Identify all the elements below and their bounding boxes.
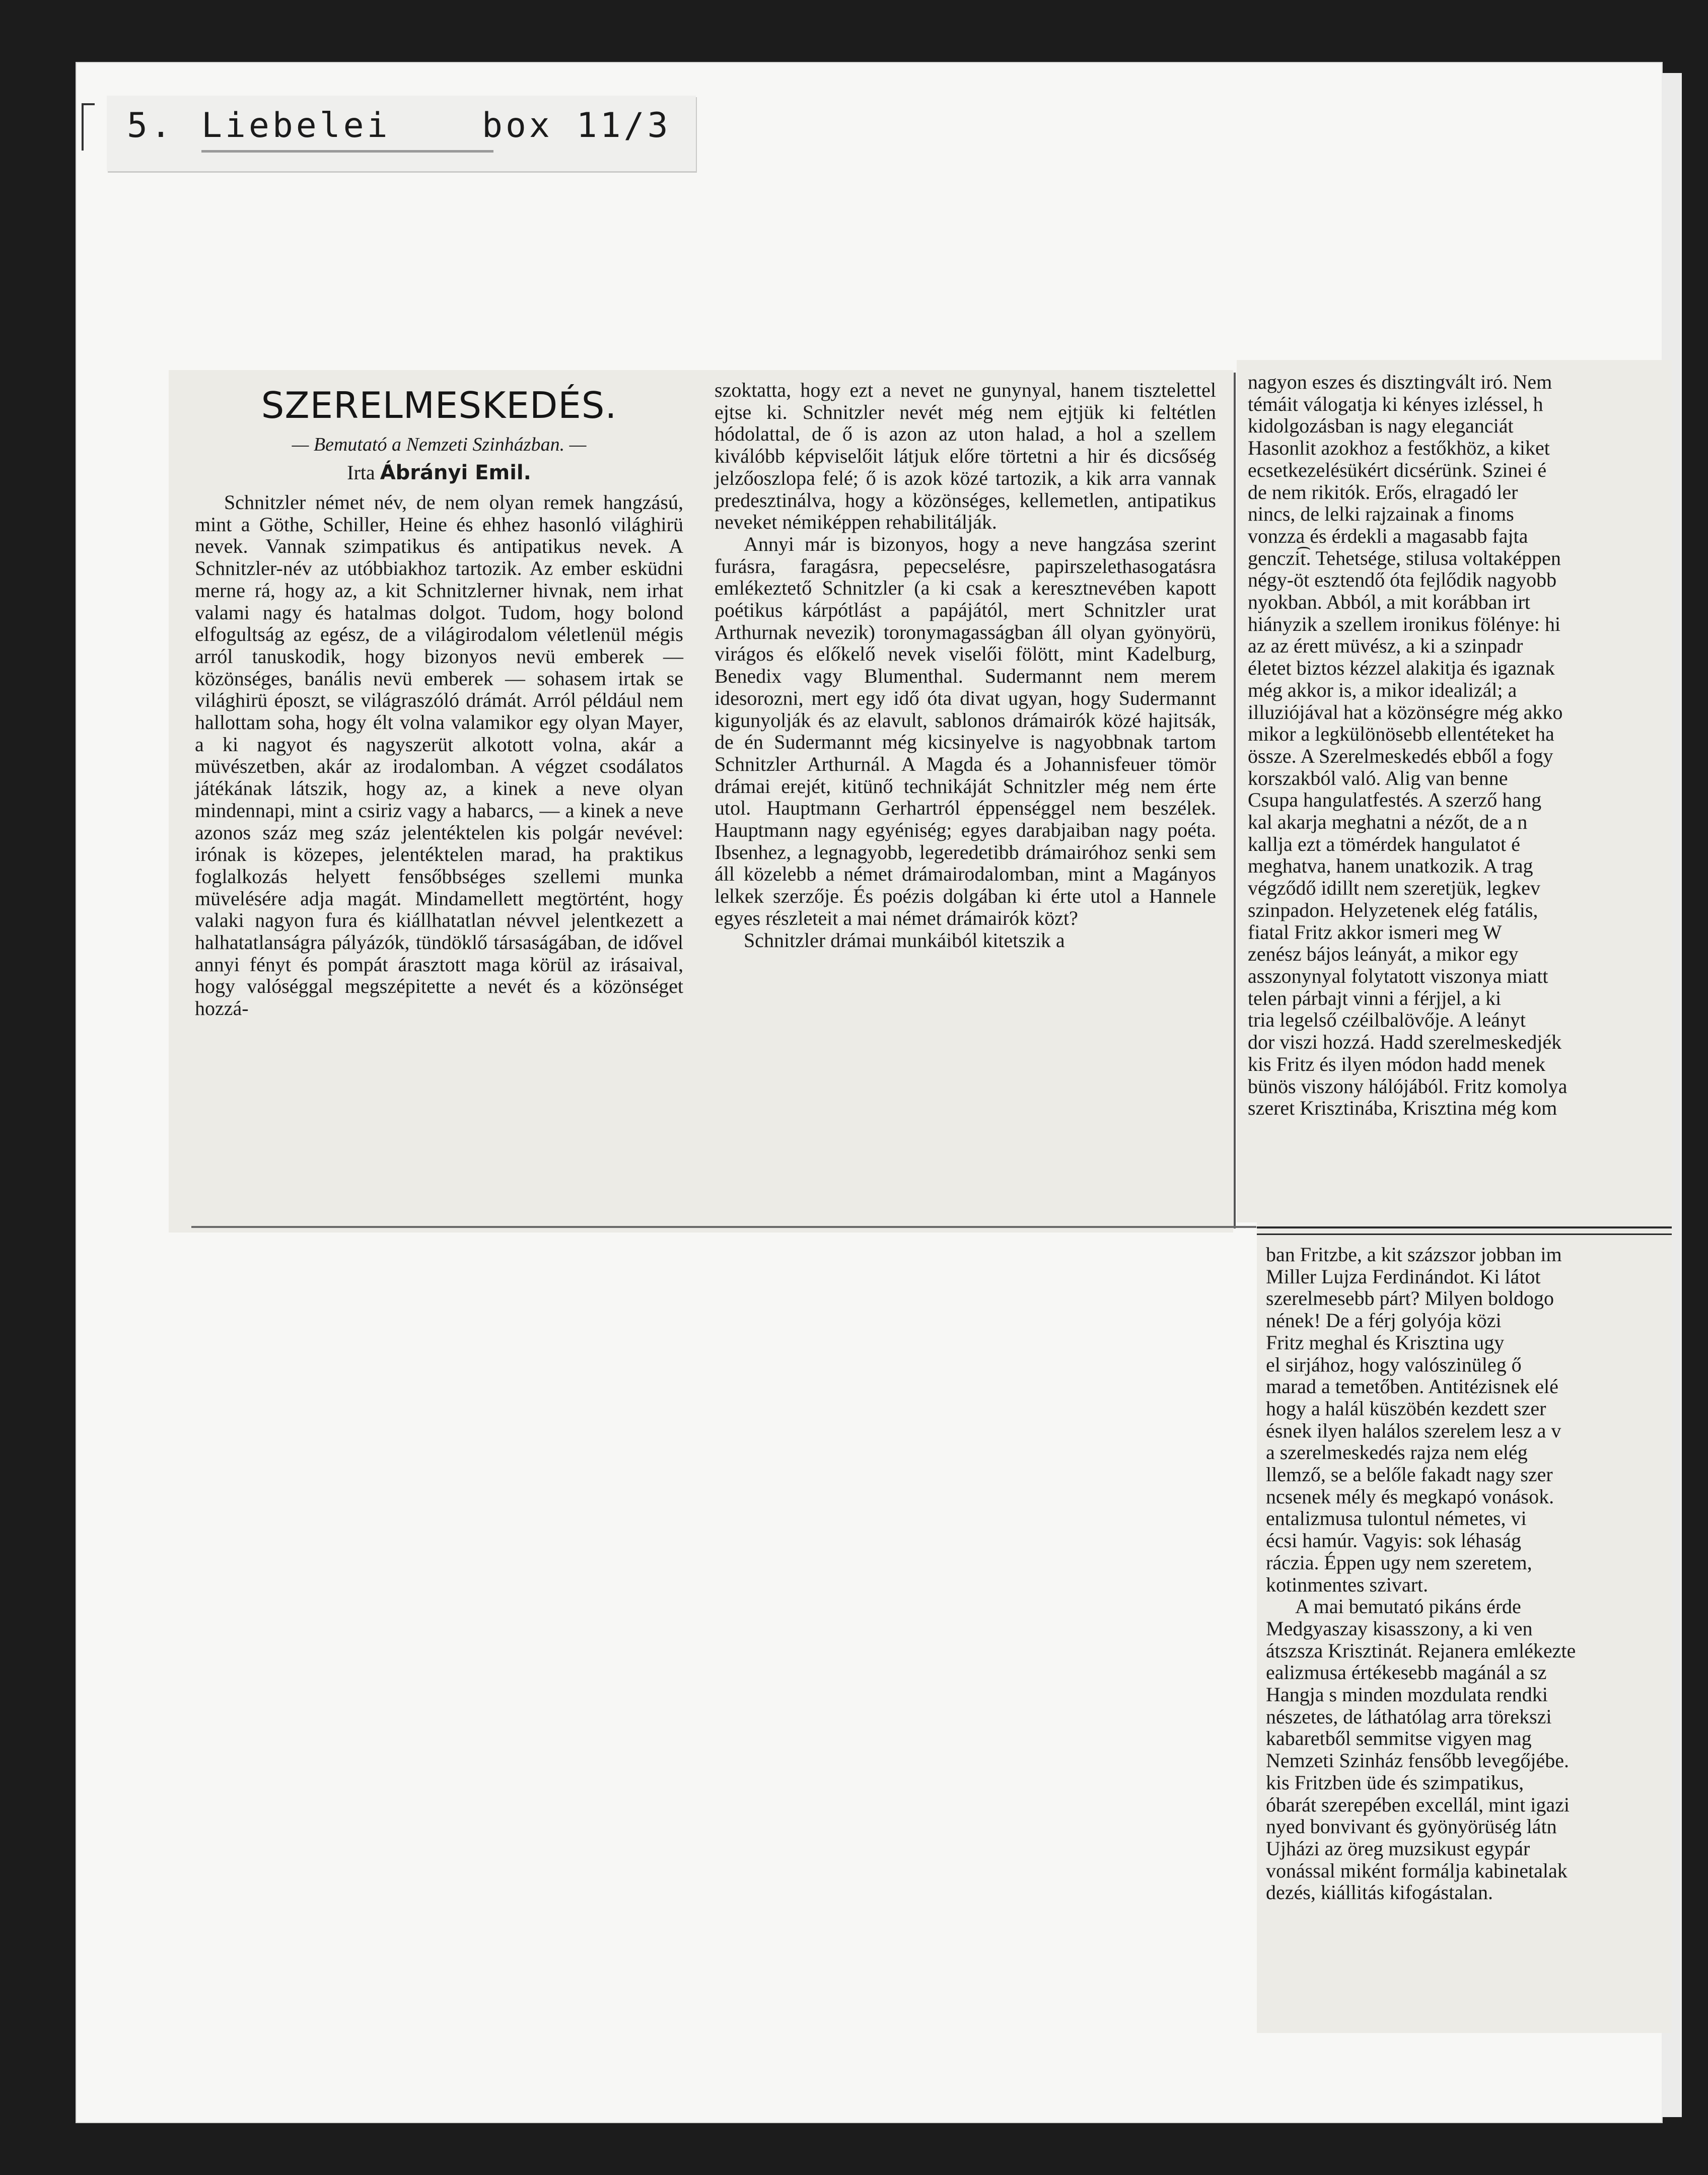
text-line: kotinmentes szivart.	[1266, 1573, 1429, 1596]
label-title: Liebelei	[201, 106, 391, 146]
text-line: llemző, se a belőle fakadt nagy szer	[1266, 1463, 1553, 1486]
text-line: A mai bemutató pikáns érde	[1295, 1595, 1521, 1618]
text-line: végződő idillt nem szeretjük, legkev	[1248, 877, 1540, 900]
text-line: écsi hamúr. Vagyis: sok léhaság	[1266, 1529, 1521, 1552]
text-line: átszsza Krisztinát. Rejanera emlékezte	[1266, 1639, 1576, 1662]
article-column-2	[703, 370, 1233, 1232]
article-headline: SZERELMESKEDÉS.	[261, 384, 617, 426]
text-line: szerelmesebb párt? Milyen boldogo	[1266, 1287, 1554, 1310]
text-line: mikor a legkülönösebb ellentéteket ha	[1248, 722, 1554, 746]
text-line: hiányzik a szellem ironikus fölénye: hi	[1248, 612, 1560, 635]
text-line: zenész bájos leányát, a mikor egy	[1248, 942, 1519, 966]
text-line: kal akarja meghatni a nézőt, de a n	[1248, 811, 1528, 834]
text-line: négy-öt esztendő óta fejlődik nagyobb	[1248, 568, 1557, 592]
text-line: tria legelső czéilbalövője. A leányt	[1248, 1008, 1526, 1032]
column-4-top-rule	[1257, 1226, 1672, 1235]
label-box: box 11/3	[482, 106, 671, 146]
text-line: dezés, kiállitás kifogástalan.	[1266, 1881, 1493, 1904]
column-2-paragraph-1: szoktatta, hogy ezt a nevet ne gunynyal, hanem tisztelettel ejtse ki. Schnitzler nevét még nem ejtjük ki feltétlen hódolattal, de ő is azon az uton halad, a hol a szellem kiválóbb képviselőit látjuk előre törtetni a hir és dicsőség jelzőoszlopa felé; ő is azok közé tartozik, a kik arra vannak predesztinálva, hogy a közönséges, kellemetlen, antipatikus neveket némiképpen rehabilitálják.	[715, 379, 1216, 534]
column-rule	[1234, 373, 1236, 1228]
article-subtitle: — Bemutató a Nemzeti Szinházban. —	[292, 434, 587, 455]
byline-author: Ábrányi Emil.	[380, 461, 531, 484]
text-line: de nem rikitók. Erős, elragadó ler	[1248, 480, 1518, 503]
text-line: ban Fritzbe, a kit százszor jobban im	[1266, 1243, 1562, 1266]
folder-label	[107, 96, 696, 171]
text-line: Csupa hangulatfestés. A szerző hang	[1248, 788, 1542, 812]
text-line: el sirjához, hogy valószinüleg ő	[1266, 1353, 1522, 1376]
column-2-paragraph-2: Annyi már is bizonyos, hogy a neve hangzása szerint furásra, faragásra, pepecselésre, papirszelethasogatásra emlékeztető Schnitzler (a ki csak a keresztnevében kapott poétikus kárpótlást a papájától, mert Schnitzler urat Arthurnak nevezik) toronymagasságban áll olyan gyönyörü, virágos és előkelő nevek viselői fölött, mint Kadelburg, Benedix vagy Blumenthal. Sudermannt nem merem idesorozni, mert egy idő óta divat ugyan, hogy Sudermannt kigunyolják és az elavult, sablonos drámairók közé hajitsák, de én Sudermannt még kicsinyelve is nagyobbnak tartom Schnitzler Arthurnál. A Magda és a Johannisfeuer tömör drámai erejét, kitünő technikáját Schnitzler még nem érte utol. Hauptmann Gerhartról éppenséggel nem beszélek. Hauptmann nagy egyéniség; egyes darabjaiban nagy poéta. Ibsenhez, a legnagyobb, legeredetibb drámairóhoz senki sem áll közelebb a német drámairodalomban, mint a Magányos lelkek szerzője. És poézis dolgában ki érte utol a Hannele egyes részleteit a mai német drámairók közt?	[715, 532, 1216, 929]
text-line: bünös viszony hálójából. Fritz komolya	[1248, 1074, 1568, 1098]
text-line: a szerelmeskedés rajza nem elég	[1266, 1441, 1528, 1464]
text-line: kallja ezt a tömérdek hangulatot é	[1248, 832, 1520, 855]
text-line: kabaretből semmitse vigyen mag	[1266, 1727, 1532, 1750]
text-line: össze. A Szerelmeskedés ebből a fogy	[1248, 744, 1553, 767]
text-line: illuziójával hat a közönségre még akko	[1248, 700, 1563, 723]
text-line: Ujházi az öreg muzsikust egypár	[1266, 1837, 1530, 1860]
article-column-1	[169, 370, 703, 1232]
text-line: szinpadon. Helyzetenek elég fatális,	[1248, 898, 1538, 921]
text-line: az az érett müvész, a ki a szinpadr	[1248, 634, 1523, 658]
byline-prefix: Irta	[347, 461, 375, 484]
text-line: Miller Lujza Ferdinándot. Ki látot	[1266, 1265, 1541, 1288]
text-line: Hasonlit azokhoz a festőkhöz, a kiket	[1248, 437, 1550, 460]
article-bottom-rule	[191, 1226, 1256, 1228]
text-line: ésnek ilyen halálos szerelem lesz a v	[1266, 1419, 1561, 1442]
text-line: ealizmusa értékesebb magánál a sz	[1266, 1661, 1547, 1684]
text-line: vonással miként formálja kabinetalak	[1266, 1859, 1568, 1882]
text-line: fiatal Fritz akkor ismeri meg W	[1248, 920, 1502, 944]
text-line: hogy a halál küszöbén kezdett szer	[1266, 1397, 1546, 1420]
text-line: kis Fritz és ilyen módon hadd menek	[1248, 1052, 1546, 1075]
article-column-3	[1237, 360, 1672, 1222]
text-line: nészetes, de láthatólag arra törekszi	[1266, 1705, 1552, 1728]
article-byline	[195, 461, 683, 484]
article-column-4	[1257, 1222, 1672, 2033]
text-line: nyed bonvivant és gyönyörüség látn	[1266, 1815, 1557, 1838]
text-line: nyokban. Abból, a mit korábban irt	[1248, 591, 1531, 614]
text-line: témáit válogatja ki kényes izléssel, h	[1248, 392, 1543, 415]
text-line: korszakból való. Alig van benne	[1248, 766, 1508, 789]
text-line: szeret Krisztinába, Krisztina még kom	[1248, 1097, 1557, 1120]
text-line: marad a temetőben. Antitézisnek elé	[1266, 1375, 1558, 1398]
column-1-text: Schnitzler német név, de nem olyan remek hangzású, mint a Göthe, Schiller, Heine és ehhez hasonló világhirü nevek. Vannak szimpatikus és antipatikus nevek. A Schnitzler-név az utóbbiakhoz tartozik. Az ember esküdni merne rá, hogy az, a kit Schnitzlerner hivnak, nem irhat valami nagy és hatalmas dolgot. Tudom, hogy bolond elfogultság az egész, de a világirodalom véletlenül mégis arról tanuskodik, hogy bizonyos nevü emberek — közönséges, banális nevü emberek — sohasem irtak se világhirü époszt, se világraszóló drámát. Arról például nem hallottam soha, hogy élt volna valamikor egy olyan Mayer, a ki nagyot és nagyszerüt alkotott volna, akár a müvészetben, akár az irodalomban. A végzet csodálatos játékának látszik, hogy az, a kinek a neve olyan mindennapi, mint a csiriz vagy a habarcs, — a kinek a neve azonos száz meg száz jelentéktelen kis polgár nevével: irónak is közepes, jelentéktelen marad, ha praktikus foglalkozás helyett fensőbbséges szellemi munka müvelésére adja magát. Mindamellett megtörtént, hogy valaki nagyon fura és kiállhatatlan névvel jelentkezett a halhatatlanságra pályázók, tündöklő társaságában, de idővel annyi fényt és pompát árasztott maga körül az irásaival, hogy valóséggal megszépitette a nevét és a közönséget hozzá-	[195, 491, 683, 1020]
text-line: nincs, de lelki rajzainak a finoms	[1248, 502, 1514, 526]
label-number: 5.	[127, 106, 174, 146]
text-line: ncsenek mély és megkapó vonások.	[1266, 1485, 1554, 1508]
text-line: Medgyaszay kisasszony, a ki ven	[1266, 1617, 1533, 1640]
text-line: óbarát szerepében excellál, mint igazi	[1266, 1793, 1570, 1816]
column-4-text	[1266, 1244, 1672, 1904]
text-line: ráczia. Éppen ugy nem szeretem,	[1266, 1551, 1532, 1574]
corner-bracket	[82, 103, 95, 151]
text-line: asszonynyal folytatott viszonya miatt	[1248, 964, 1548, 987]
text-line: Nemzeti Szinház fensőbb levegőjébe.	[1266, 1749, 1569, 1772]
text-line: vonzza és érdekli a magasabb fajta	[1248, 524, 1528, 547]
text-line: Hangja s minden mozdulata rendki	[1266, 1683, 1548, 1706]
text-line: kis Fritzben üde és szimpatikus,	[1266, 1771, 1524, 1794]
column-2-paragraph-3: Schnitzler drámai munkáiból kitetszik a	[744, 928, 1065, 952]
text-line: genczi͡t. Tehetsége, stilusa voltaképpen	[1248, 546, 1561, 569]
text-line: ecsetkezelésükért dicsérünk. Szinei é	[1248, 458, 1547, 481]
text-line: életet biztos kézzel alakitja és igaznak	[1248, 657, 1555, 680]
text-line: nének! De a férj golyója közi	[1266, 1309, 1502, 1332]
text-line: telen párbajt vinni a férjjel, a ki	[1248, 986, 1502, 1009]
text-line: nagyon eszes és disztingvált iró. Nem	[1248, 371, 1552, 393]
text-line: meghatva, hanem unatkozik. A trag	[1248, 854, 1533, 878]
text-line: entalizmusa tulontul németes, vi	[1266, 1507, 1527, 1530]
label-underline	[201, 150, 493, 153]
column-3-text	[1248, 371, 1672, 1119]
text-line: még akkor is, a mikor idealizál; a	[1248, 678, 1517, 701]
text-line: dor viszi hozzá. Hadd szerelmeskedjék	[1248, 1031, 1562, 1054]
text-line: Fritz meghal és Krisztina ugy	[1266, 1331, 1505, 1354]
text-line: kidolgozásban is nagy eleganciát	[1248, 414, 1514, 438]
